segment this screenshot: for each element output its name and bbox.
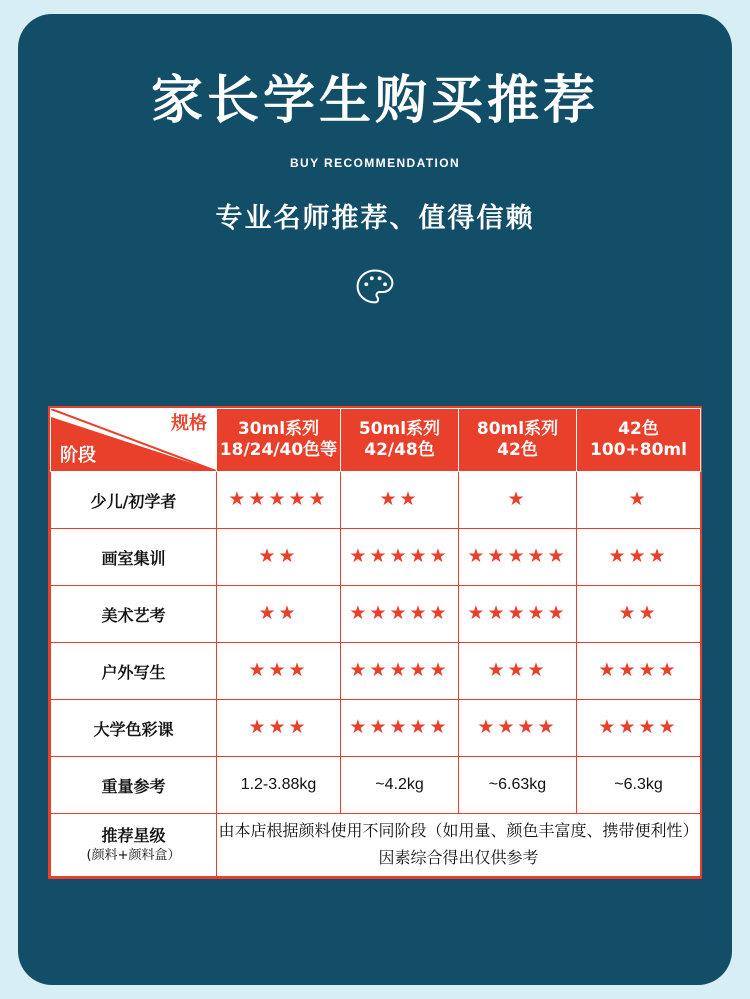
star-rating: ★★★ <box>248 660 309 681</box>
star-rating: ★ <box>628 489 649 510</box>
star-rating: ★★ <box>258 546 299 567</box>
star-rating: ★★★★ <box>477 717 558 738</box>
table-corner-cell <box>51 409 217 472</box>
column-header-line2: 18/24/40色等 <box>219 440 338 460</box>
rating-cell <box>577 643 701 700</box>
column-header-line1: 50ml系列 <box>358 418 441 439</box>
star-rating: ★★★★ <box>598 717 679 738</box>
row-label-recommendation-level <box>51 814 217 877</box>
recommendation-table <box>48 406 702 879</box>
star-rating: ★★ <box>379 489 420 510</box>
note-text-line2: 因素综合得出仅供参考 <box>378 850 539 867</box>
star-rating: ★★★★★ <box>349 660 450 681</box>
column-header-line1: 42色 <box>618 418 659 439</box>
rating-cell <box>459 586 577 643</box>
column-header-50ml <box>341 409 459 472</box>
note-text <box>217 814 701 877</box>
star-rating: ★★★★★ <box>349 603 450 624</box>
column-header-42color <box>577 409 701 472</box>
row-label-university-color: 大学色彩课 <box>51 700 217 757</box>
row-label-beginner: 少儿/初学者 <box>51 472 217 529</box>
rating-cell <box>341 586 459 643</box>
rating-cell <box>217 529 341 586</box>
table-row <box>51 529 701 586</box>
row-label-outdoor-sketch: 户外写生 <box>51 643 217 700</box>
rating-cell <box>217 586 341 643</box>
column-header-line2: 42/48色 <box>364 440 435 460</box>
weight-value: ~4.2kg <box>341 757 459 814</box>
table-header-row <box>51 409 701 472</box>
rating-cell <box>577 472 701 529</box>
rating-cell <box>577 700 701 757</box>
column-header-line1: 80ml系列 <box>476 418 559 439</box>
rating-cell <box>341 529 459 586</box>
page-title: 家长学生购买推荐 <box>150 71 599 131</box>
rating-cell <box>341 643 459 700</box>
rating-cell <box>577 586 701 643</box>
stage-label: 阶段 <box>60 444 96 466</box>
column-header-80ml <box>459 409 577 472</box>
rating-cell <box>459 700 577 757</box>
column-header-line2: 100+80ml <box>590 440 687 460</box>
poster-card <box>18 14 732 985</box>
note-row <box>51 814 701 877</box>
note-label-main: 推荐星级 <box>101 826 166 846</box>
column-header-line2: 42色 <box>497 440 538 460</box>
rating-cell <box>341 472 459 529</box>
weight-value: 1.2-3.88kg <box>217 757 341 814</box>
table-row <box>51 586 701 643</box>
star-rating: ★★ <box>258 603 299 624</box>
row-label-weight: 重量参考 <box>51 757 217 814</box>
rating-cell <box>217 472 341 529</box>
star-rating: ★★★★ <box>598 660 679 681</box>
star-rating: ★★★ <box>248 717 309 738</box>
star-rating: ★★★★★ <box>467 546 568 567</box>
column-header-line1: 30ml系列 <box>237 418 320 439</box>
star-rating: ★★★ <box>608 546 669 567</box>
star-rating: ★★★ <box>487 660 548 681</box>
spec-label: 规格 <box>171 413 207 434</box>
star-rating: ★★★★★ <box>228 489 329 510</box>
star-rating: ★★★★★ <box>349 717 450 738</box>
star-rating: ★★★★★ <box>467 603 568 624</box>
rating-cell <box>217 643 341 700</box>
subtitle-chinese: 专业名师推荐、值得信赖 <box>215 202 535 234</box>
table-row <box>51 472 701 529</box>
note-text-line1: 由本店根据颜料使用不同阶段（如用量、颜色丰富度、携带便利性） <box>218 822 699 840</box>
note-label-sub: (颜料+颜料盒） <box>86 848 181 864</box>
rating-cell <box>459 472 577 529</box>
star-rating: ★★★★★ <box>349 546 450 567</box>
rating-cell <box>459 529 577 586</box>
rating-cell <box>341 700 459 757</box>
row-label-art-exam: 美术艺考 <box>51 586 217 643</box>
row-label-studio-training: 画室集训 <box>51 529 217 586</box>
star-rating: ★★ <box>618 603 659 624</box>
subtitle-english: BUY RECOMMENDATION <box>289 155 461 170</box>
rating-cell <box>577 529 701 586</box>
column-header-30ml <box>217 409 341 472</box>
table-row <box>51 643 701 700</box>
palette-icon <box>353 265 397 309</box>
weight-value: ~6.63kg <box>459 757 577 814</box>
star-rating: ★ <box>507 489 528 510</box>
weight-value: ~6.3kg <box>577 757 701 814</box>
table-row <box>51 700 701 757</box>
rating-cell <box>459 643 577 700</box>
weight-row <box>51 757 701 814</box>
rating-cell <box>217 700 341 757</box>
